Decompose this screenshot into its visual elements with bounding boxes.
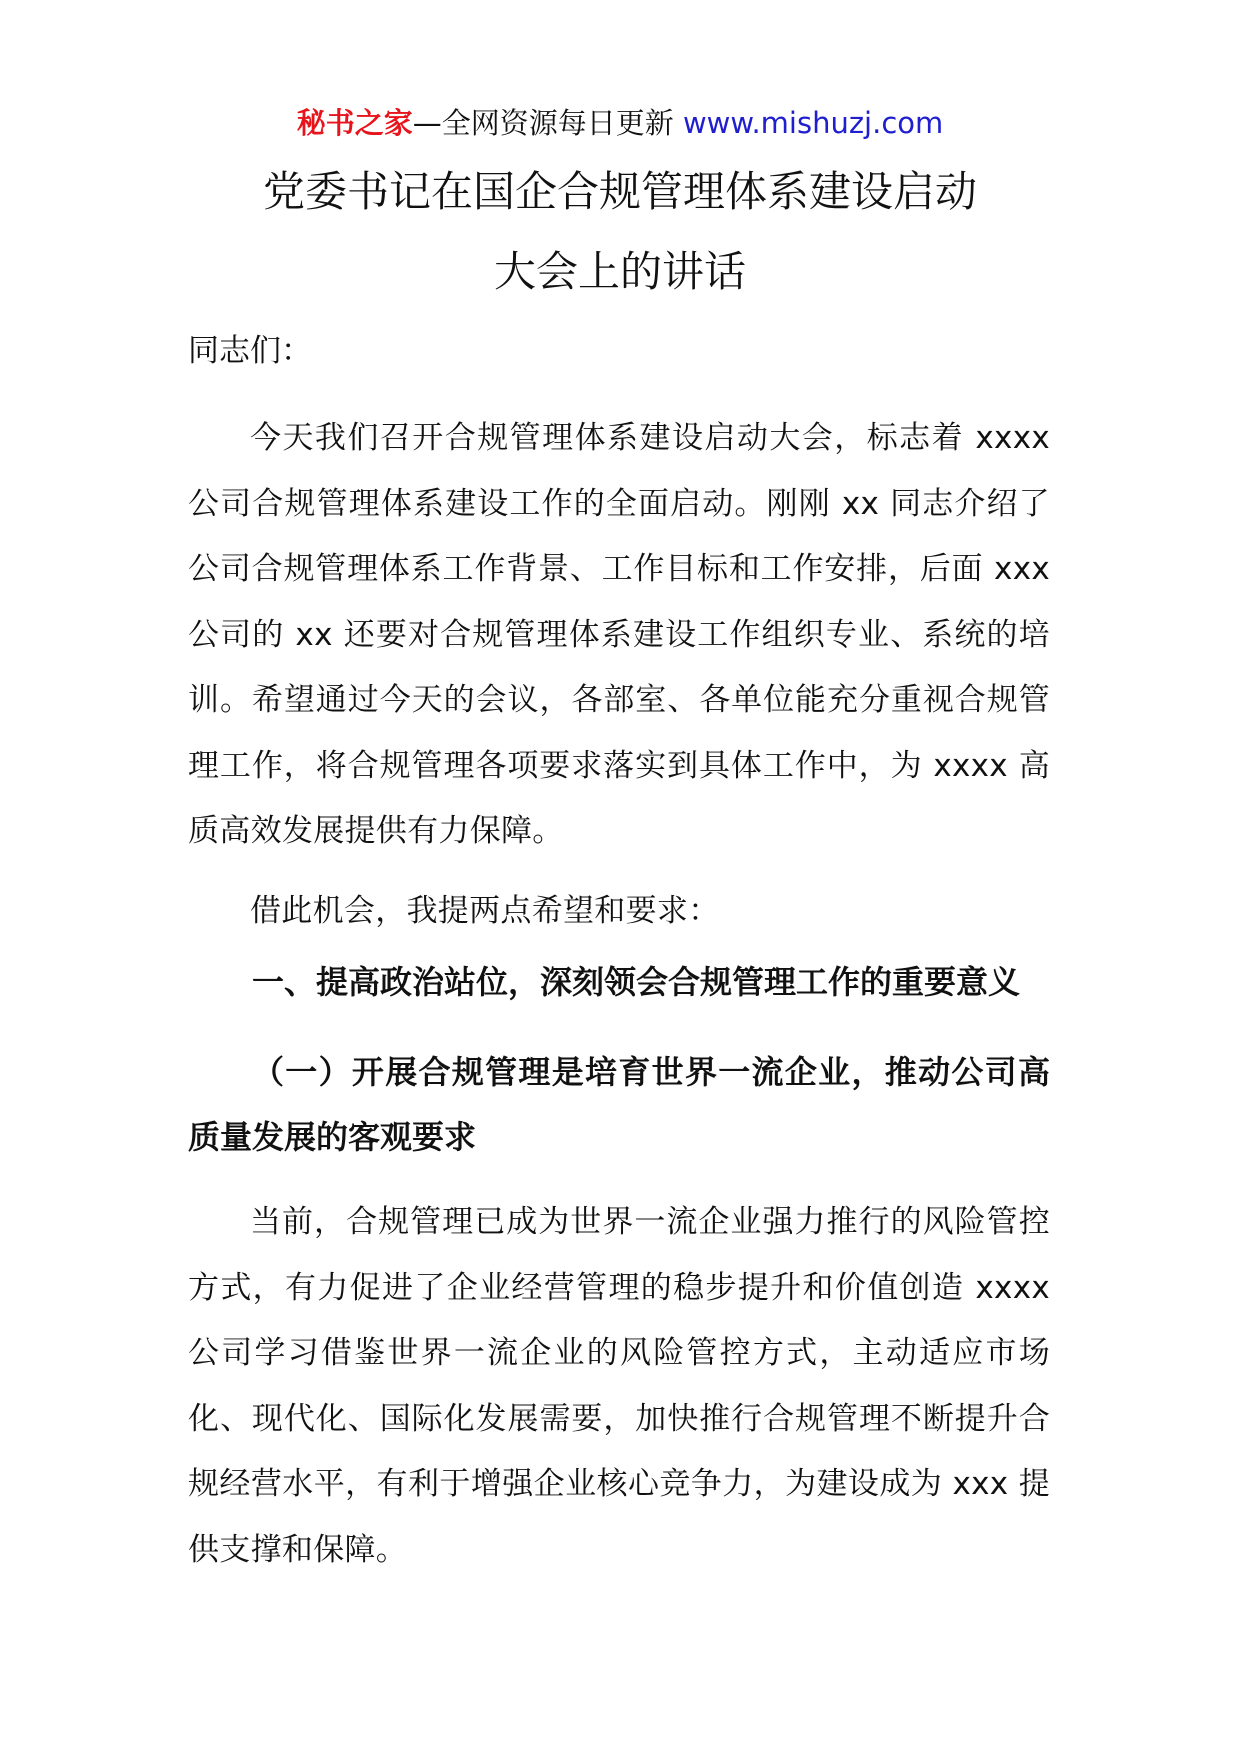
site-header [0,103,1240,143]
document-title-line-1: 党委书记在国企合规管理体系建设启动 [262,167,977,216]
header-tagline: —全网资源每日更新 [412,106,683,140]
document-title-line-2: 大会上的讲话 [493,247,746,296]
paragraph-subsection-1: 当前，合规管理已成为世界一流企业强力推行的风险管控方式，有力促进了企业经营管理的稳步提升和价值创造 xxxx 公司学习借鉴世界一流企业的风险管控方式，主动适应市场化、现代化、国际化发展需要，加快推行合规管理不断提升合规经营水平，有利于增强企业核心竞争力，为建设成为 xxx 提供支撑和保障。 [188,1204,1050,1568]
paragraph-requirements-intro: 借此机会，我提两点希望和要求： [250,893,720,929]
paragraph-intro: 今天我们召开合规管理体系建设启动大会，标志着 xxxx 公司合规管理体系建设工作的全面启动。刚刚 xx 同志介绍了公司合规管理体系工作背景、工作目标和工作安排，后面 xxx 公司的 xx 还要对合规管理体系建设工作组织专业、系统的培训。希望通过今天的会议，各部室、各单位能充分重视合规管理工作，将合规管理各项要求落实到具体工作中，为 xxxx 高质高效发展提供有力保障。 [188,420,1050,849]
site-url-link[interactable]: www.mishuzj.com [682,106,944,140]
brand-name: 秘书之家 [296,106,413,140]
salutation: 同志们： [188,333,312,369]
section-heading-1: 一、提高政治站位，深刻领会合规管理工作的重要意义 [252,963,1021,1001]
subsection-heading-1: （一）开展合规管理是培育世界一流企业，推动公司高质量发展的客观要求 [188,1053,1050,1156]
